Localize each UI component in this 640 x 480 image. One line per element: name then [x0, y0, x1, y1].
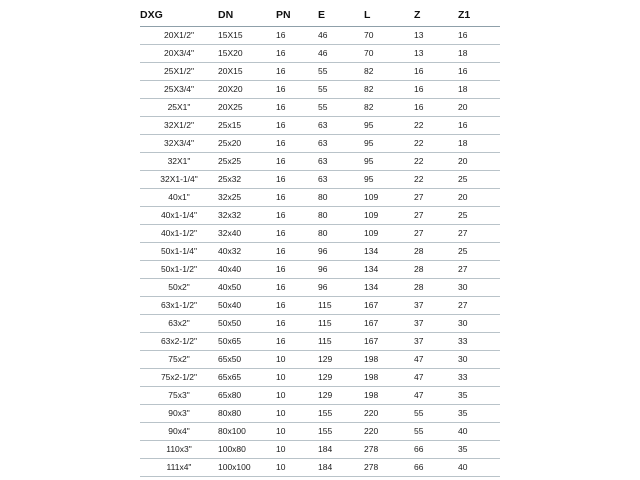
- table-row: [140, 27, 500, 45]
- cell-pn: 16: [276, 63, 318, 81]
- table-row: [140, 63, 500, 81]
- cell-z1: 16: [458, 27, 500, 45]
- cell-dn: 20X20: [218, 81, 276, 99]
- table-row: [140, 333, 500, 351]
- cell-pn: 10: [276, 387, 318, 405]
- cell-z1: 18: [458, 81, 500, 99]
- cell-dxg: 50x1-1/2": [140, 261, 218, 279]
- cell-z: 22: [414, 117, 458, 135]
- cell-dxg: 50x1-1/4": [140, 243, 218, 261]
- table-row: [140, 135, 500, 153]
- cell-e: 184: [318, 441, 364, 459]
- cell-e: 129: [318, 351, 364, 369]
- cell-pn: 16: [276, 135, 318, 153]
- cell-e: 80: [318, 207, 364, 225]
- cell-l: 167: [364, 315, 414, 333]
- cell-z: 22: [414, 135, 458, 153]
- cell-z: 16: [414, 81, 458, 99]
- cell-z: 66: [414, 459, 458, 477]
- cell-e: 129: [318, 387, 364, 405]
- cell-dn: 25x25: [218, 153, 276, 171]
- cell-z: 28: [414, 243, 458, 261]
- cell-dxg: 75x3": [140, 387, 218, 405]
- cell-dxg: 25X1/2": [140, 63, 218, 81]
- cell-pn: 10: [276, 423, 318, 441]
- table-header-row: [140, 4, 500, 27]
- cell-pn: 10: [276, 351, 318, 369]
- table-body: [140, 27, 500, 477]
- cell-z1: 25: [458, 243, 500, 261]
- cell-dn: 80x80: [218, 405, 276, 423]
- cell-dn: 40x32: [218, 243, 276, 261]
- cell-e: 115: [318, 297, 364, 315]
- cell-l: 278: [364, 459, 414, 477]
- cell-pn: 16: [276, 117, 318, 135]
- cell-z: 16: [414, 63, 458, 81]
- cell-dxg: 63x1-1/2": [140, 297, 218, 315]
- spec-table-container: [140, 4, 500, 477]
- cell-dn: 50x65: [218, 333, 276, 351]
- cell-dxg: 90x3": [140, 405, 218, 423]
- table-row: [140, 99, 500, 117]
- cell-pn: 16: [276, 225, 318, 243]
- cell-l: 82: [364, 63, 414, 81]
- table-row: [140, 171, 500, 189]
- cell-l: 198: [364, 351, 414, 369]
- cell-e: 115: [318, 315, 364, 333]
- cell-e: 55: [318, 99, 364, 117]
- cell-z: 16: [414, 99, 458, 117]
- cell-z: 22: [414, 171, 458, 189]
- cell-l: 95: [364, 171, 414, 189]
- cell-z: 27: [414, 207, 458, 225]
- cell-z: 22: [414, 153, 458, 171]
- cell-z: 27: [414, 225, 458, 243]
- cell-z: 13: [414, 45, 458, 63]
- cell-e: 155: [318, 405, 364, 423]
- table-row: [140, 279, 500, 297]
- column-header-e: E: [318, 4, 364, 27]
- cell-z1: 30: [458, 351, 500, 369]
- cell-z: 55: [414, 405, 458, 423]
- table-row: [140, 405, 500, 423]
- table-row: [140, 387, 500, 405]
- table-row: [140, 351, 500, 369]
- cell-dxg: 20X3/4": [140, 45, 218, 63]
- table-row: [140, 441, 500, 459]
- cell-dxg: 32X3/4": [140, 135, 218, 153]
- cell-z1: 20: [458, 99, 500, 117]
- cell-l: 167: [364, 333, 414, 351]
- cell-z: 47: [414, 351, 458, 369]
- cell-z1: 33: [458, 333, 500, 351]
- cell-z: 37: [414, 315, 458, 333]
- cell-pn: 16: [276, 279, 318, 297]
- cell-z1: 40: [458, 459, 500, 477]
- cell-z1: 35: [458, 441, 500, 459]
- cell-dn: 40x50: [218, 279, 276, 297]
- cell-l: 134: [364, 261, 414, 279]
- cell-l: 167: [364, 297, 414, 315]
- table-row: [140, 81, 500, 99]
- cell-l: 198: [364, 369, 414, 387]
- cell-pn: 16: [276, 99, 318, 117]
- cell-dxg: 50x2": [140, 279, 218, 297]
- cell-l: 82: [364, 81, 414, 99]
- column-header-dxg: DXG: [140, 4, 218, 27]
- table-row: [140, 261, 500, 279]
- table-row: [140, 225, 500, 243]
- cell-z1: 30: [458, 315, 500, 333]
- cell-l: 70: [364, 27, 414, 45]
- cell-l: 70: [364, 45, 414, 63]
- cell-dn: 65x80: [218, 387, 276, 405]
- table-row: [140, 459, 500, 477]
- table-row: [140, 243, 500, 261]
- cell-dn: 100x80: [218, 441, 276, 459]
- cell-dxg: 111x4": [140, 459, 218, 477]
- cell-pn: 16: [276, 315, 318, 333]
- cell-dn: 32x40: [218, 225, 276, 243]
- cell-z: 13: [414, 27, 458, 45]
- table-header: [140, 4, 500, 27]
- cell-z1: 27: [458, 261, 500, 279]
- cell-dn: 25x15: [218, 117, 276, 135]
- cell-l: 95: [364, 153, 414, 171]
- cell-z: 28: [414, 261, 458, 279]
- cell-e: 184: [318, 459, 364, 477]
- cell-dxg: 32X1-1/4": [140, 171, 218, 189]
- cell-e: 55: [318, 81, 364, 99]
- cell-dn: 80x100: [218, 423, 276, 441]
- cell-l: 198: [364, 387, 414, 405]
- column-header-z: Z: [414, 4, 458, 27]
- table-row: [140, 423, 500, 441]
- cell-dn: 32x32: [218, 207, 276, 225]
- cell-dxg: 40x1-1/4": [140, 207, 218, 225]
- cell-z1: 20: [458, 153, 500, 171]
- cell-z: 37: [414, 297, 458, 315]
- cell-pn: 16: [276, 45, 318, 63]
- cell-l: 95: [364, 117, 414, 135]
- table-row: [140, 189, 500, 207]
- cell-l: 220: [364, 423, 414, 441]
- cell-pn: 10: [276, 369, 318, 387]
- cell-z1: 25: [458, 207, 500, 225]
- table-row: [140, 153, 500, 171]
- cell-dxg: 75x2-1/2": [140, 369, 218, 387]
- cell-dn: 100x100: [218, 459, 276, 477]
- cell-l: 82: [364, 99, 414, 117]
- cell-z1: 27: [458, 225, 500, 243]
- cell-dxg: 110x3": [140, 441, 218, 459]
- cell-z: 47: [414, 369, 458, 387]
- cell-pn: 16: [276, 207, 318, 225]
- cell-z1: 16: [458, 117, 500, 135]
- cell-e: 80: [318, 189, 364, 207]
- cell-l: 220: [364, 405, 414, 423]
- cell-dxg: 75x2": [140, 351, 218, 369]
- cell-dn: 20X15: [218, 63, 276, 81]
- cell-pn: 16: [276, 261, 318, 279]
- cell-z1: 16: [458, 63, 500, 81]
- cell-pn: 16: [276, 81, 318, 99]
- cell-dn: 25x20: [218, 135, 276, 153]
- cell-e: 63: [318, 117, 364, 135]
- column-header-pn: PN: [276, 4, 318, 27]
- cell-z: 27: [414, 189, 458, 207]
- cell-pn: 16: [276, 189, 318, 207]
- column-header-l: L: [364, 4, 414, 27]
- table-row: [140, 207, 500, 225]
- cell-z1: 18: [458, 135, 500, 153]
- cell-l: 278: [364, 441, 414, 459]
- cell-pn: 16: [276, 27, 318, 45]
- column-header-z1: Z1: [458, 4, 500, 27]
- cell-z1: 18: [458, 45, 500, 63]
- cell-z: 47: [414, 387, 458, 405]
- cell-dxg: 40x1": [140, 189, 218, 207]
- cell-l: 95: [364, 135, 414, 153]
- cell-e: 115: [318, 333, 364, 351]
- cell-pn: 10: [276, 405, 318, 423]
- cell-e: 46: [318, 27, 364, 45]
- cell-e: 155: [318, 423, 364, 441]
- cell-e: 129: [318, 369, 364, 387]
- cell-l: 109: [364, 207, 414, 225]
- cell-dn: 50x40: [218, 297, 276, 315]
- cell-z: 66: [414, 441, 458, 459]
- cell-dn: 25x32: [218, 171, 276, 189]
- cell-z1: 40: [458, 423, 500, 441]
- cell-dn: 15X15: [218, 27, 276, 45]
- cell-e: 96: [318, 261, 364, 279]
- cell-e: 55: [318, 63, 364, 81]
- cell-dn: 20X25: [218, 99, 276, 117]
- cell-l: 109: [364, 189, 414, 207]
- cell-pn: 10: [276, 459, 318, 477]
- cell-dn: 50x50: [218, 315, 276, 333]
- cell-z1: 25: [458, 171, 500, 189]
- table-row: [140, 369, 500, 387]
- cell-pn: 16: [276, 153, 318, 171]
- cell-dn: 32x25: [218, 189, 276, 207]
- cell-l: 109: [364, 225, 414, 243]
- cell-z: 55: [414, 423, 458, 441]
- cell-pn: 16: [276, 333, 318, 351]
- cell-e: 63: [318, 135, 364, 153]
- cell-dn: 65x50: [218, 351, 276, 369]
- cell-pn: 16: [276, 243, 318, 261]
- cell-dxg: 25X1": [140, 99, 218, 117]
- cell-dn: 65x65: [218, 369, 276, 387]
- cell-dxg: 63x2": [140, 315, 218, 333]
- cell-e: 63: [318, 153, 364, 171]
- cell-z1: 27: [458, 297, 500, 315]
- cell-l: 134: [364, 243, 414, 261]
- cell-e: 80: [318, 225, 364, 243]
- cell-l: 134: [364, 279, 414, 297]
- table-row: [140, 297, 500, 315]
- cell-dxg: 63x2-1/2": [140, 333, 218, 351]
- cell-dxg: 32X1": [140, 153, 218, 171]
- cell-dxg: 32X1/2": [140, 117, 218, 135]
- cell-dxg: 90x4": [140, 423, 218, 441]
- cell-z: 28: [414, 279, 458, 297]
- table-row: [140, 117, 500, 135]
- cell-z1: 30: [458, 279, 500, 297]
- cell-dxg: 25X3/4": [140, 81, 218, 99]
- cell-pn: 16: [276, 297, 318, 315]
- column-header-dn: DN: [218, 4, 276, 27]
- cell-dn: 40x40: [218, 261, 276, 279]
- cell-dxg: 20X1/2": [140, 27, 218, 45]
- cell-z1: 35: [458, 387, 500, 405]
- cell-dxg: 40x1-1/2": [140, 225, 218, 243]
- cell-z1: 20: [458, 189, 500, 207]
- cell-pn: 16: [276, 171, 318, 189]
- cell-z1: 35: [458, 405, 500, 423]
- cell-dn: 15X20: [218, 45, 276, 63]
- cell-e: 96: [318, 243, 364, 261]
- specification-table: [140, 4, 500, 477]
- cell-pn: 10: [276, 441, 318, 459]
- cell-z1: 33: [458, 369, 500, 387]
- cell-e: 96: [318, 279, 364, 297]
- cell-e: 63: [318, 171, 364, 189]
- table-row: [140, 315, 500, 333]
- table-row: [140, 45, 500, 63]
- cell-z: 37: [414, 333, 458, 351]
- cell-e: 46: [318, 45, 364, 63]
